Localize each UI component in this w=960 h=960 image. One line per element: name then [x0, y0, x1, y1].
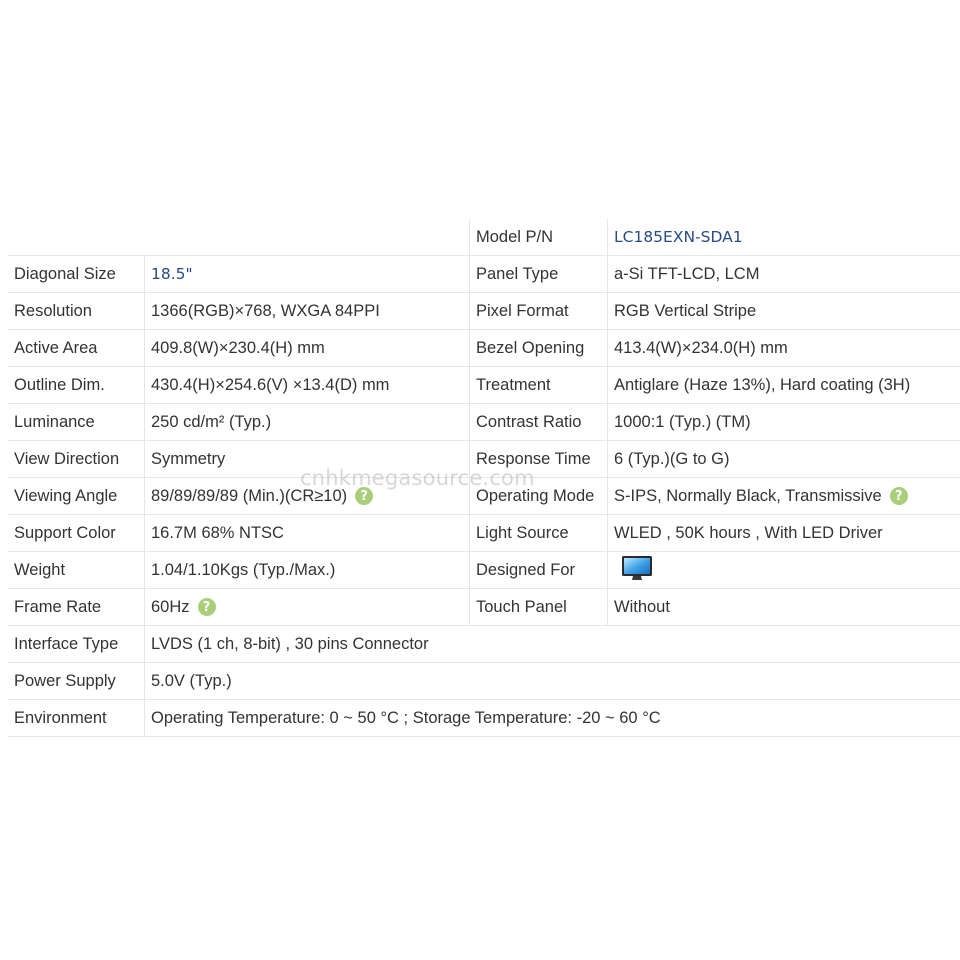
spec-label: Frame Rate [14, 597, 102, 616]
spec-label: Treatment [469, 367, 607, 403]
spec-label: Environment [14, 708, 107, 727]
spec-label: Interface Type [14, 634, 119, 653]
spec-value: 409.8(W)×230.4(H) mm [144, 330, 469, 366]
spec-value: Antiglare (Haze 13%), Hard coating (3H) [607, 367, 960, 403]
spec-value: Symmetry [144, 441, 469, 477]
spec-label: Panel Type [469, 256, 607, 292]
spec-label: Viewing Angle [14, 486, 118, 505]
empty-cell [8, 219, 469, 255]
spec-value: 60Hz [151, 597, 190, 616]
spec-label: Weight [14, 560, 66, 579]
spec-label: Designed For [469, 552, 607, 588]
spec-value: 430.4(H)×254.6(V) ×13.4(D) mm [144, 367, 469, 403]
spec-value: Operating Temperature: 0 ~ 50 °C ; Storage Temperature: -20 ~ 60 °C [144, 700, 960, 736]
spec-label: Light Source [469, 515, 607, 551]
spec-value: 6 (Typ.)(G to G) [607, 441, 960, 477]
spec-label: View Direction [14, 449, 120, 468]
spec-label: Active Area [14, 338, 98, 357]
watermark: cnhkmegasource.com [300, 466, 535, 490]
spec-label: Outline Dim. [14, 375, 105, 394]
spec-value: 1.04/1.10Kgs (Typ./Max.) [144, 552, 469, 588]
table-row [8, 256, 960, 293]
spec-value-with-help [144, 589, 469, 625]
spec-value: 1000:1 (Typ.) (TM) [607, 404, 960, 440]
spec-value-with-help [607, 478, 960, 514]
table-row [8, 626, 960, 663]
spec-value: RGB Vertical Stripe [607, 293, 960, 329]
table-row [8, 330, 960, 367]
spec-value: 5.0V (Typ.) [144, 663, 960, 699]
spec-value: WLED , 50K hours , With LED Driver [607, 515, 960, 551]
model-label: Model P/N [469, 219, 607, 255]
spec-value: Without [607, 589, 960, 625]
question-icon[interactable]: ? [355, 487, 373, 505]
spec-value-with-help [144, 478, 469, 514]
spec-value: 16.7M 68% NTSC [144, 515, 469, 551]
table-row [8, 589, 960, 626]
table-row [8, 663, 960, 700]
table-row [8, 478, 960, 515]
spec-table [8, 219, 960, 737]
spec-value: 89/89/89/89 (Min.)(CR≥10) [151, 486, 348, 505]
spec-value: S-IPS, Normally Black, Transmissive [614, 486, 882, 505]
spec-label: Operating Mode [469, 478, 607, 514]
question-icon[interactable]: ? [890, 487, 908, 505]
spec-value: 250 cd/m² (Typ.) [144, 404, 469, 440]
model-row [8, 219, 960, 256]
table-row [8, 441, 960, 478]
spec-value: 18.5" [144, 256, 469, 292]
spec-value: LVDS (1 ch, 8-bit) , 30 pins Connector [144, 626, 960, 662]
table-row [8, 515, 960, 552]
spec-label: Touch Panel [469, 589, 607, 625]
spec-label: Diagonal Size [14, 264, 116, 283]
spec-label: Pixel Format [469, 293, 607, 329]
table-row [8, 700, 960, 737]
spec-label: Response Time [469, 441, 607, 477]
spec-value: 1366(RGB)×768, WXGA 84PPI [144, 293, 469, 329]
spec-label: Resolution [14, 301, 92, 320]
spec-label: Support Color [14, 523, 116, 542]
table-row [8, 404, 960, 441]
monitor-icon [620, 553, 654, 588]
spec-label: Bezel Opening [469, 330, 607, 366]
spec-label: Power Supply [14, 671, 116, 690]
table-row [8, 293, 960, 330]
spec-value: a-Si TFT-LCD, LCM [607, 256, 960, 292]
question-icon[interactable]: ? [198, 598, 216, 616]
designed-for-cell [607, 552, 960, 588]
model-value: LC185EXN-SDA1 [607, 219, 960, 255]
spec-label: Luminance [14, 412, 95, 431]
spec-value: 413.4(W)×234.0(H) mm [607, 330, 960, 366]
table-row [8, 552, 960, 589]
spec-label: Contrast Ratio [469, 404, 607, 440]
table-row [8, 367, 960, 404]
